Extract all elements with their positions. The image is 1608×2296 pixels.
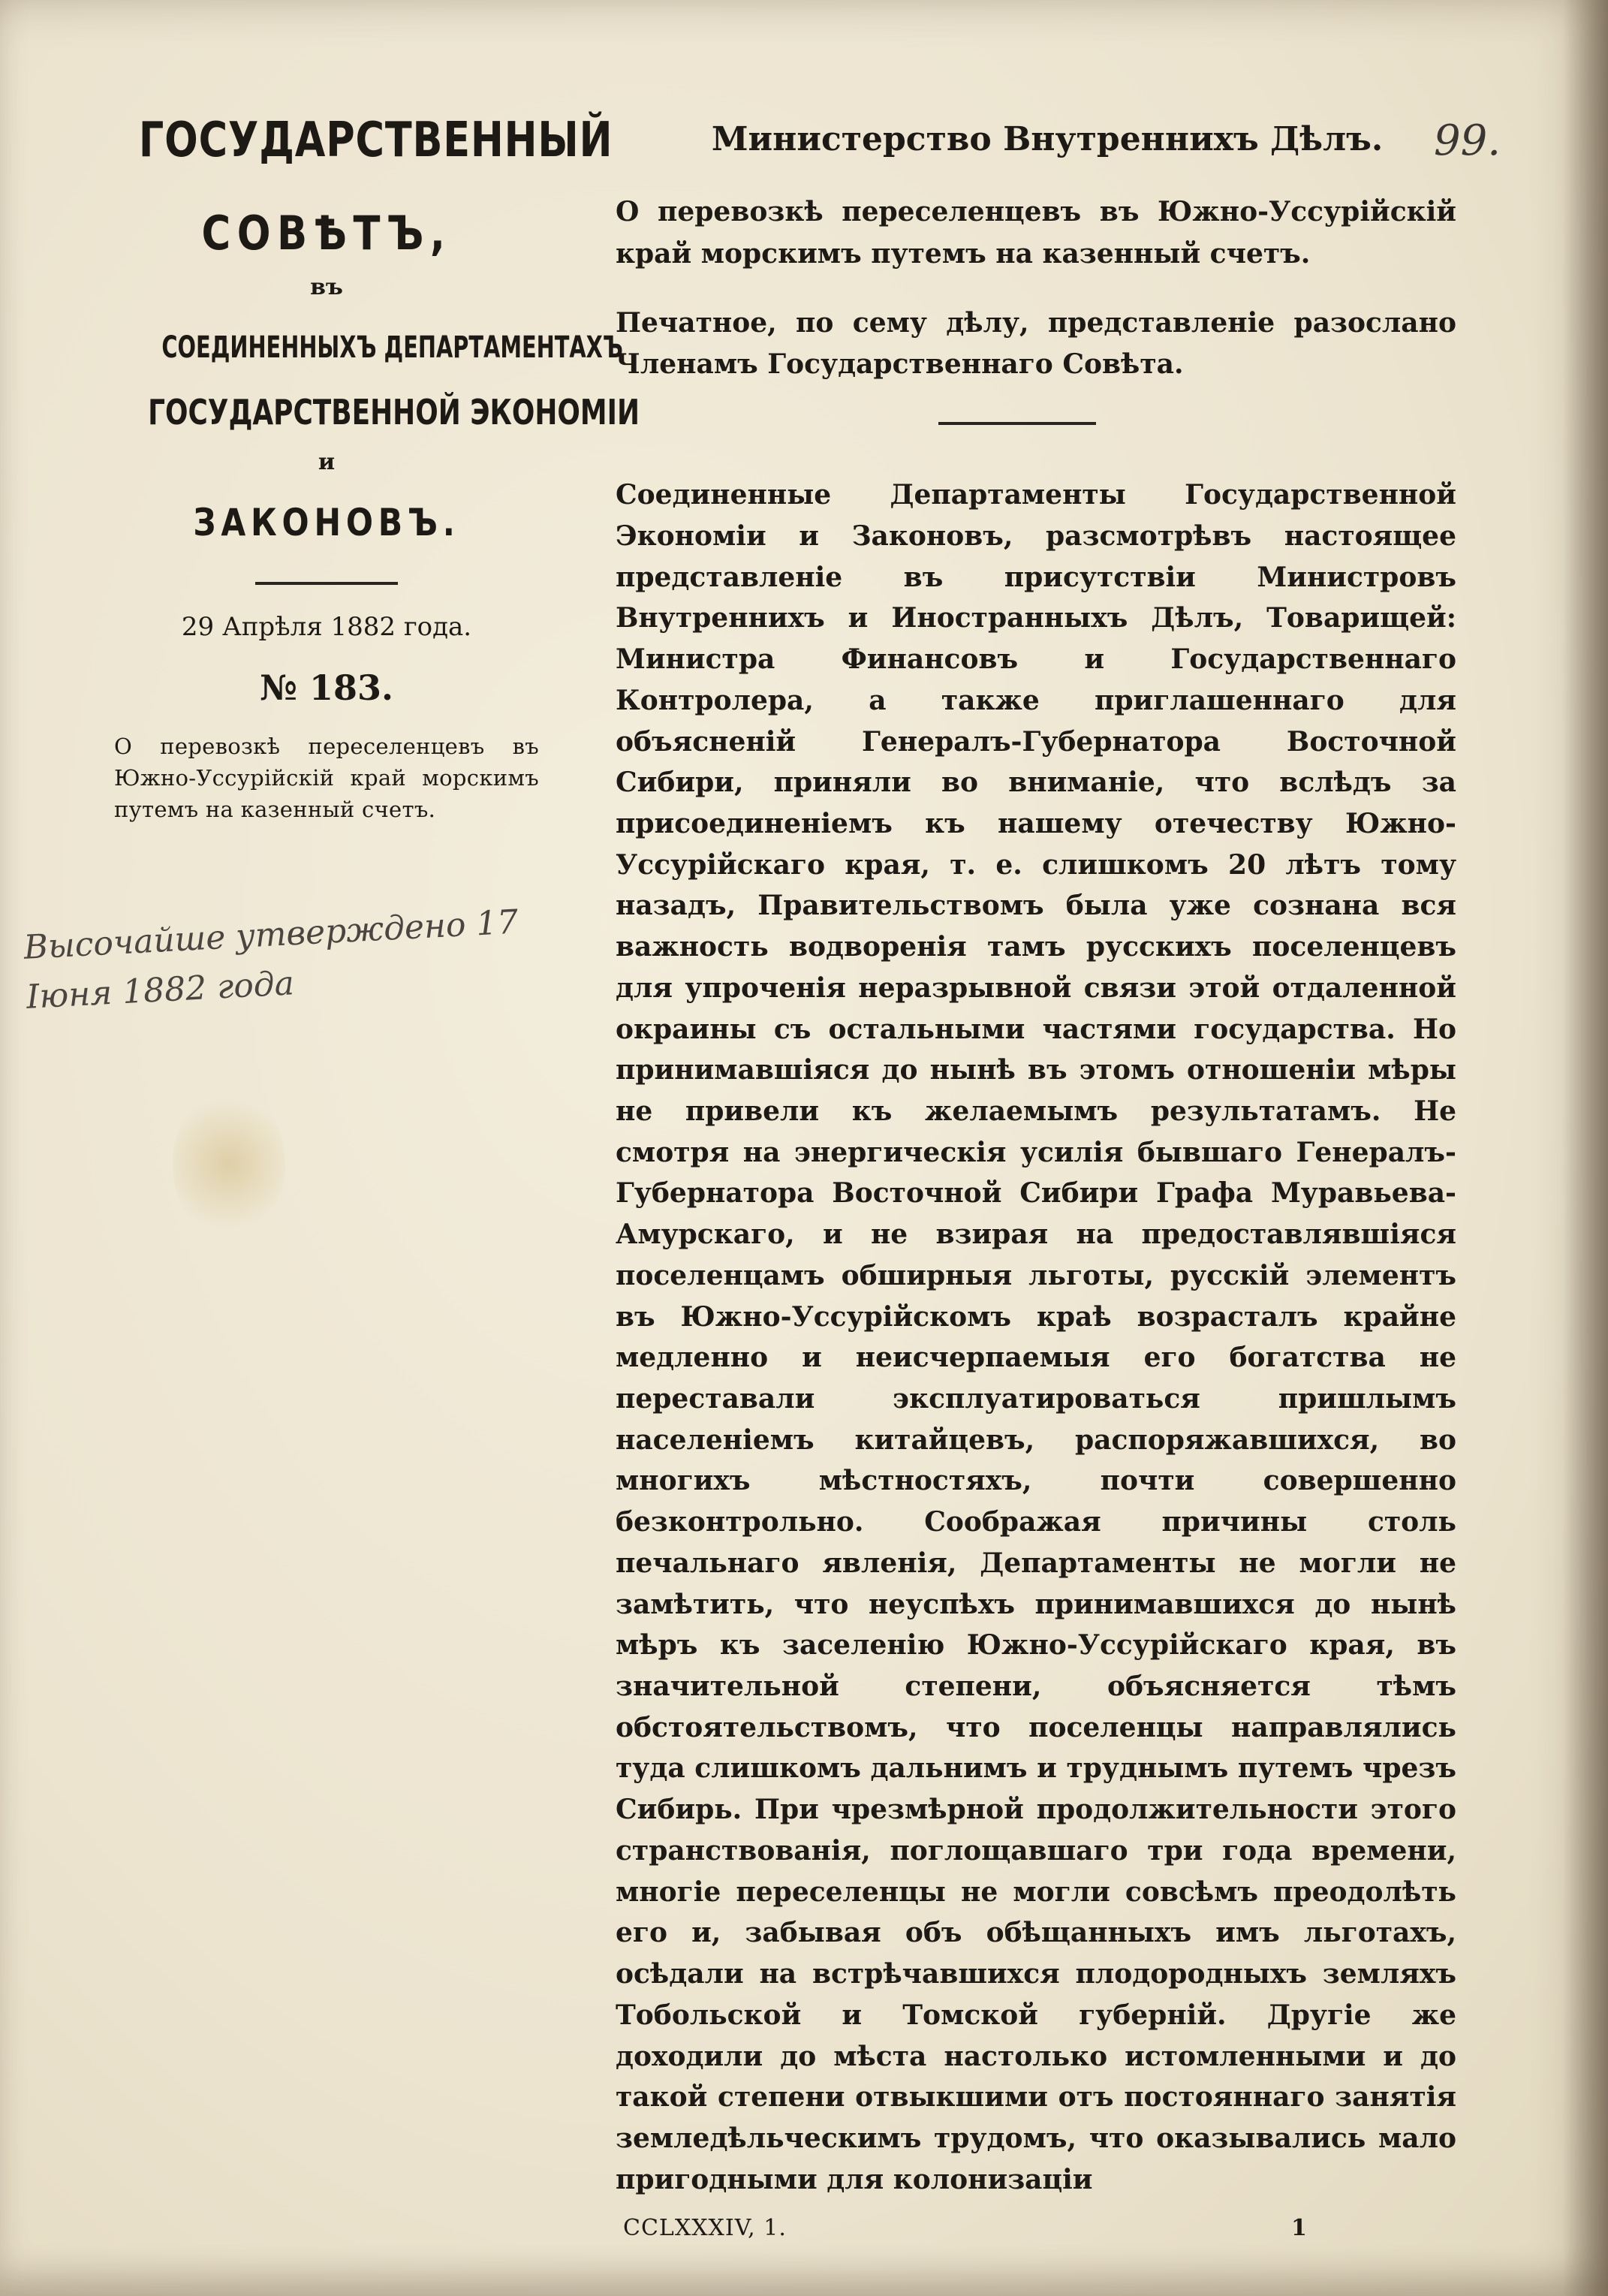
ministry-heading: Министерство Внутреннихъ Дѣлъ. (711, 120, 1384, 158)
handwritten-approval-note: Высочайше утверждено 17 Іюня 1882 года (23, 902, 519, 1017)
page-number: 1 (1291, 2215, 1307, 2241)
left-column (98, 113, 640, 825)
page-edge-shadow (1563, 0, 1608, 2296)
departments-line-2: ГОСУДАРСТВЕННОЙ ЭКОНОМІИ (148, 392, 640, 432)
printed-note-paragraph: Печатное, по сему дѣлу, представленіе разослано Членамъ Государственнаго Совѣта. (616, 306, 1456, 381)
handwritten-page-number: 99. (1434, 116, 1501, 165)
departments-line-1: СОЕДИНЕННЫХЪ ДЕПАРТАМЕНТАХЪ (161, 330, 623, 365)
right-column (616, 120, 1456, 2200)
council-title: ГОСУДАРСТВЕННЫЙ (138, 113, 613, 168)
council-word: СОВѢТЪ, (201, 206, 452, 261)
right-divider (938, 422, 1096, 425)
case-number: № 183. (259, 667, 394, 708)
in-word: въ (310, 274, 343, 300)
laws-heading: ЗАКОНОВЪ. (193, 501, 460, 544)
paper-stain (173, 1089, 285, 1239)
subject-paragraph: О перевозкѣ переселенцевъ въ Южно-Уссурійскій край морскимъ путемъ на казенный счетъ. (616, 196, 1456, 270)
and-word: и (318, 449, 336, 475)
body-text (616, 475, 1456, 2200)
case-summary: О перевозкѣ переселенцевъ въ Южно-Уссурійскій край морскимъ путемъ на казенный счетъ. (114, 734, 539, 823)
left-divider (255, 582, 398, 585)
session-date: 29 Апрѣля 1882 года. (181, 612, 472, 642)
body-paragraph: Соединенные Департаменты Государственной Экономіи и Законовъ, разсмотрѣвъ настоящее представленіе въ присутствіи Министровъ Внутреннихъ и Иностранныхъ Дѣлъ, Товарищей: Министра Финансовъ и Государственнаго Контролера, а также приглашеннаго для объясненій Генералъ-Губернатора Восточной Сибири, приняли во вниманіе, что вслѣдъ за присоединеніемъ къ нашему отечеству Южно-Уссурійскаго края, т. е. слишкомъ 20 лѣтъ тому назадъ, Правительствомъ была уже сознана вся важность водворенія тамъ русскихъ поселенцевъ для упроченія неразрывной связи этой отдаленной окраины съ остальными частями государства. Но принимавшіяся до нынѣ въ этомъ отношеніи мѣры не привели къ желаемымъ результатамъ. Не смотря на энергическія усилія бывшаго Генералъ-Губернатора Восточной Сибири Графа Муравьева-Амурскаго, и не взирая на предоставлявшіяся поселенцамъ обширныя льготы, русскій элементъ въ Южно-Уссурійскомъ краѣ возрасталъ крайне медленно и неисчерпаемыя его богатства не переставали эксплуатироваться пришлымъ населеніемъ китайцевъ, распоряжавшихся, во многихъ мѣстностяхъ, почти совершенно безконтрольно. Соображая причины столь печальнаго явленія, Департаменты не могли не замѣтить, что неуспѣхъ принимавшихся до нынѣ мѣръ къ заселенію Южно-Уссурійскаго края, въ значительной степени, объясняется тѣмъ обстоятельствомъ, что поселенцы направлялись туда слишкомъ дальнимъ и труднымъ путемъ чрезъ Сибирь. При чрезмѣрной продолжительности этого странствованія, поглощавшаго три года времени, многіе переселенцы не могли совсѣмъ преодолѣть его и, забывая объ обѣщанныхъ имъ льготахъ, осѣдали на встрѣчавшихся плодородныхъ земляхъ Тобольской и Томской губерній. Другіе же доходили до мѣста настолько истомленными и до такой степени отвыкшими отъ постояннаго занятія земледѣльческимъ трудомъ, что оказывались мало пригодными для колонизаціи (616, 479, 1456, 2195)
signature-code: CCLXXXIV, 1. (623, 2215, 787, 2241)
